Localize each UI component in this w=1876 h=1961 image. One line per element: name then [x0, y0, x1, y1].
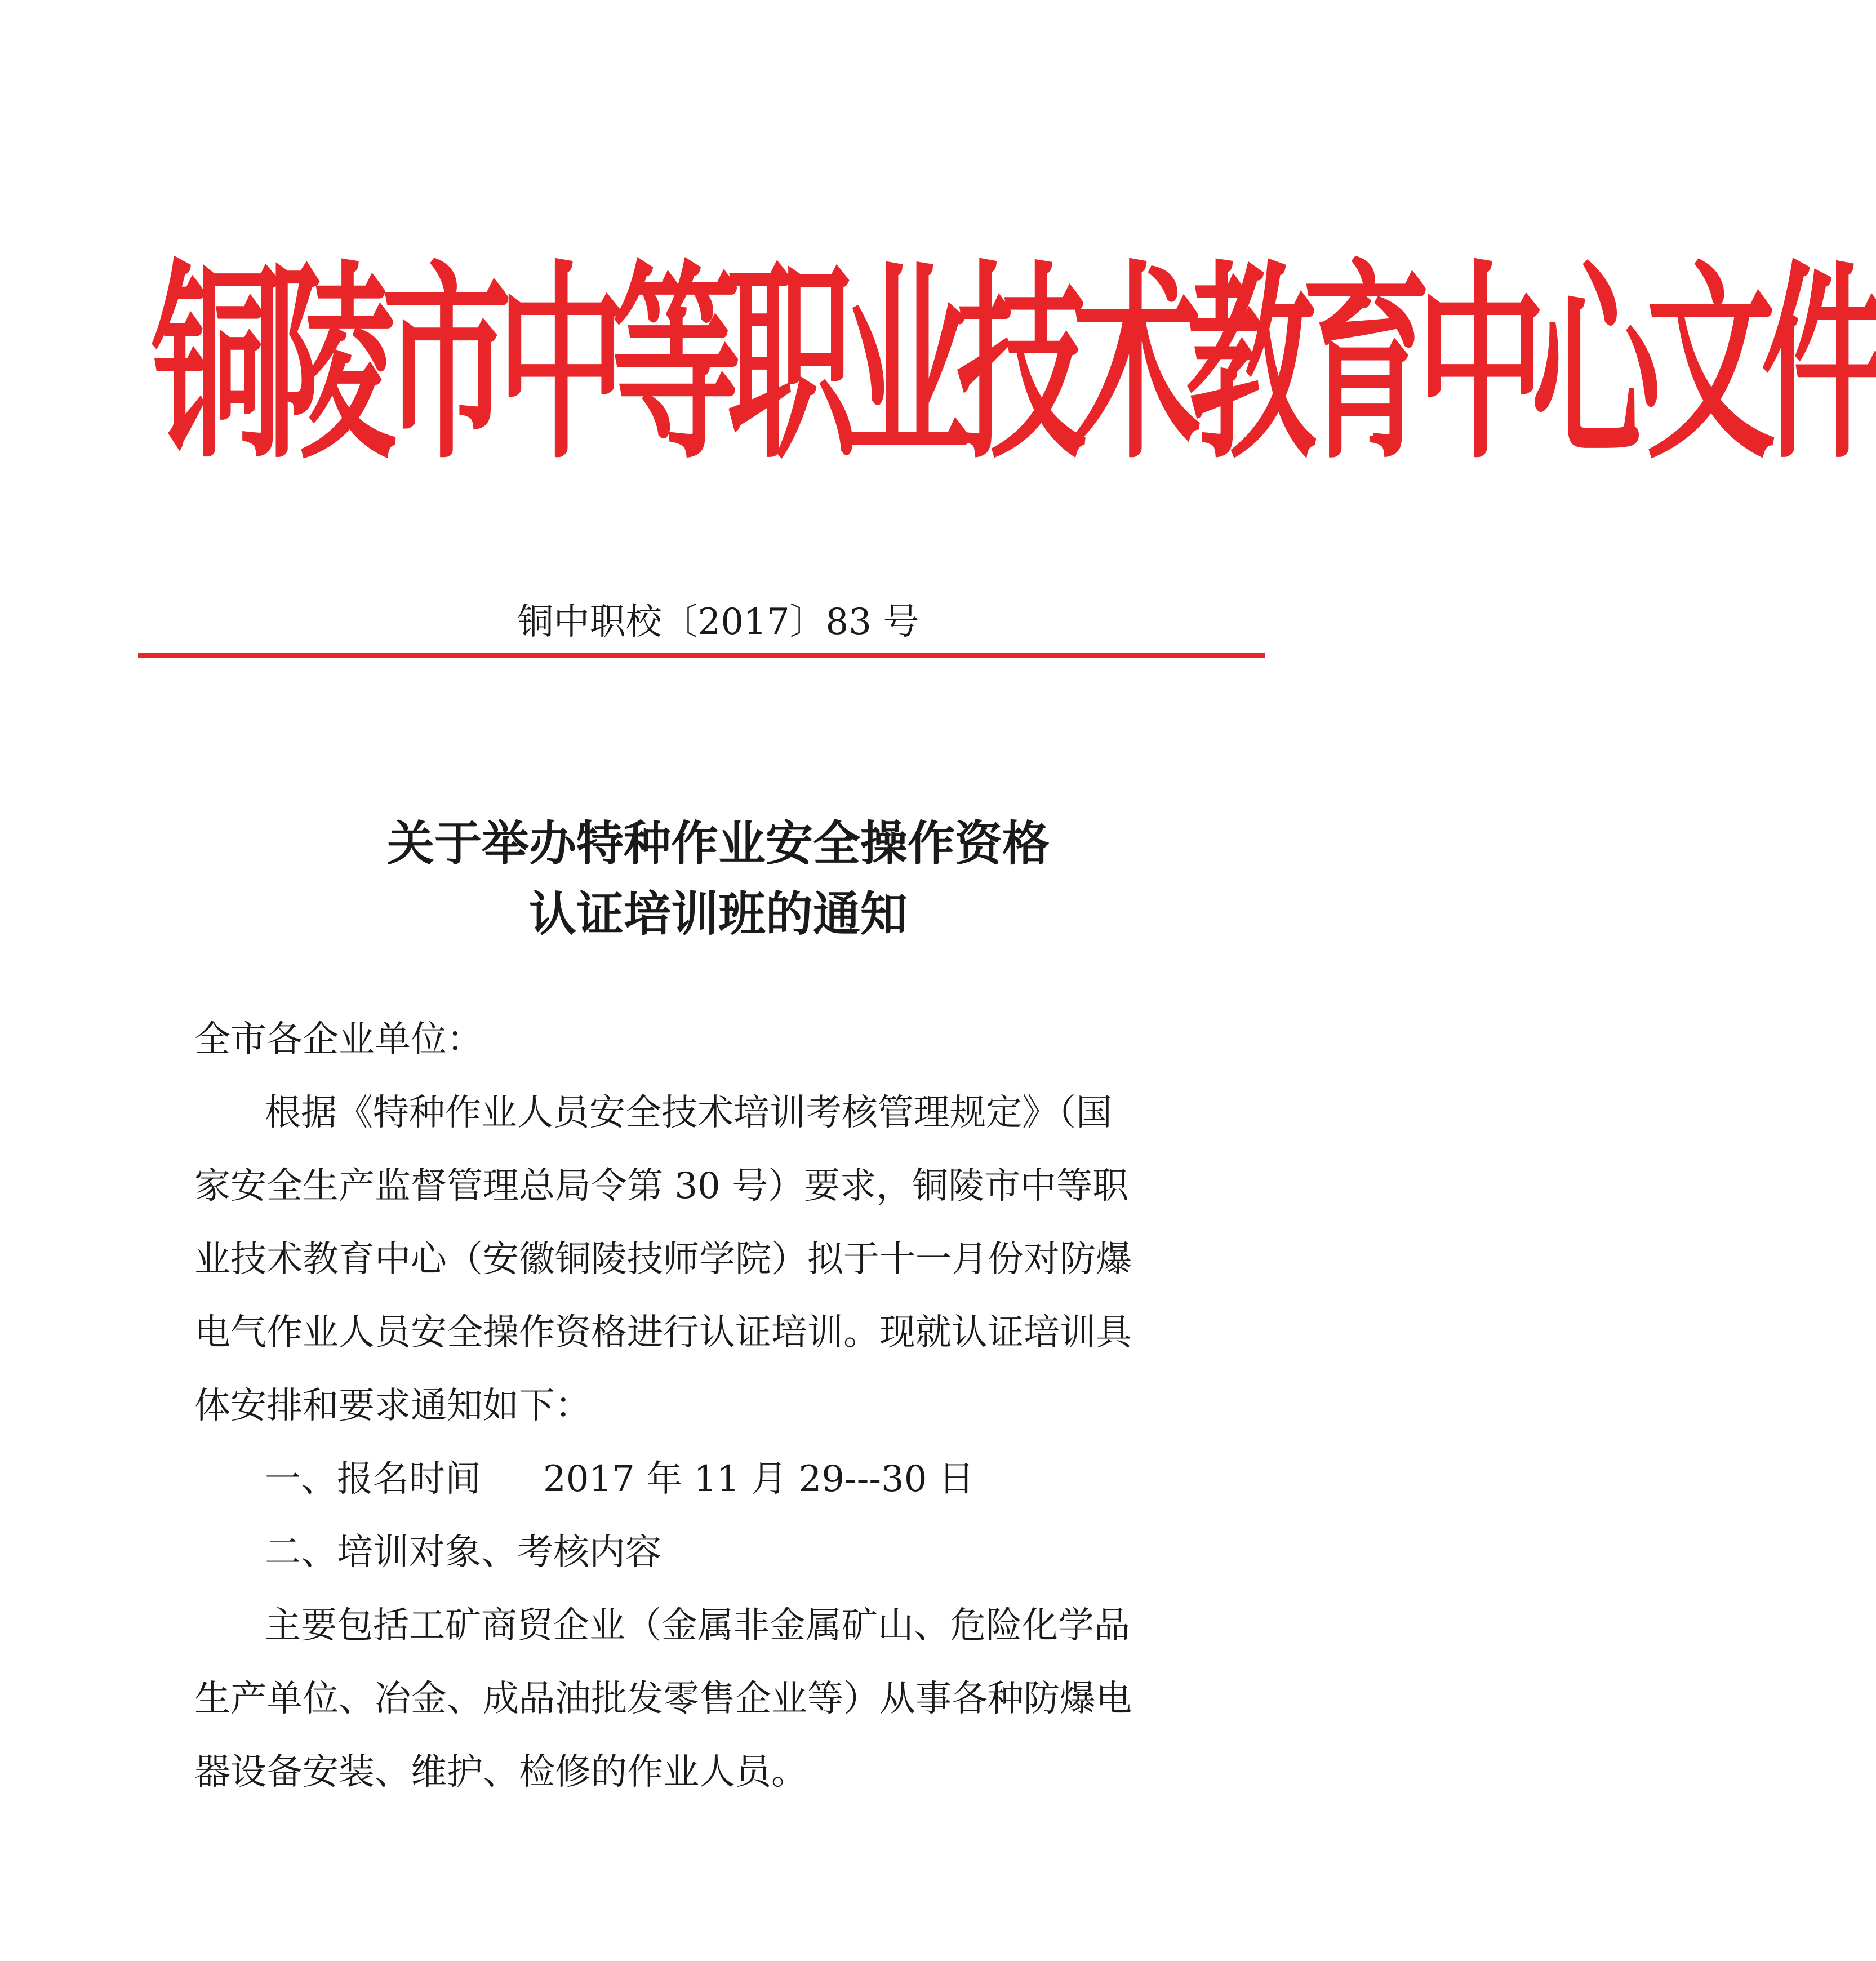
paragraph-1-line-4: 电气作业人员安全操作资格进行认证培训。现就认证培训具 [194, 1312, 1132, 1354]
paragraph-1-line-2: 家安全生产监督管理总局令第 30 号）要求，铜陵市中等职 [194, 1165, 1129, 1207]
paragraph-1-line-1: 根据《特种作业人员安全技术培训考核管理规定》（国 [265, 1092, 1112, 1134]
paragraph-2-line-2: 生产单位、冶金、成品油批发零售企业等）从事各种防爆电 [194, 1678, 1132, 1720]
paragraph-1-line-5: 体安排和要求通知如下： [194, 1385, 591, 1427]
section-1-heading: 一、报名时间 [265, 1458, 481, 1500]
notice-title-line-2: 认证培训班的通知 [528, 886, 908, 942]
section-1-registration-time [265, 1451, 1296, 1507]
red-divider-line [138, 653, 1265, 658]
issuer-header: 铜陵市中等职业技术教育中心文件 [152, 243, 1876, 488]
salutation: 全市各企业单位： [194, 1019, 483, 1061]
paragraph-1-line-3: 业技术教育中心（安徽铜陵技师学院）拟于十一月份对防爆 [194, 1239, 1132, 1280]
section-1-value: 2017 年 11 月 29---30 日 [543, 1458, 975, 1500]
paragraph-2-line-1: 主要包括工矿商贸企业（金属非金属矿山、危险化学品 [265, 1605, 1130, 1647]
section-2-heading: 二、培训对象、考核内容 [265, 1532, 661, 1573]
document-number: 铜中职校〔2017〕83 号 [517, 601, 919, 643]
notice-title-line-1: 关于举办特种作业安全操作资格 [386, 815, 1050, 871]
paragraph-2-line-3: 器设备安装、维护、检修的作业人员。 [194, 1751, 807, 1793]
